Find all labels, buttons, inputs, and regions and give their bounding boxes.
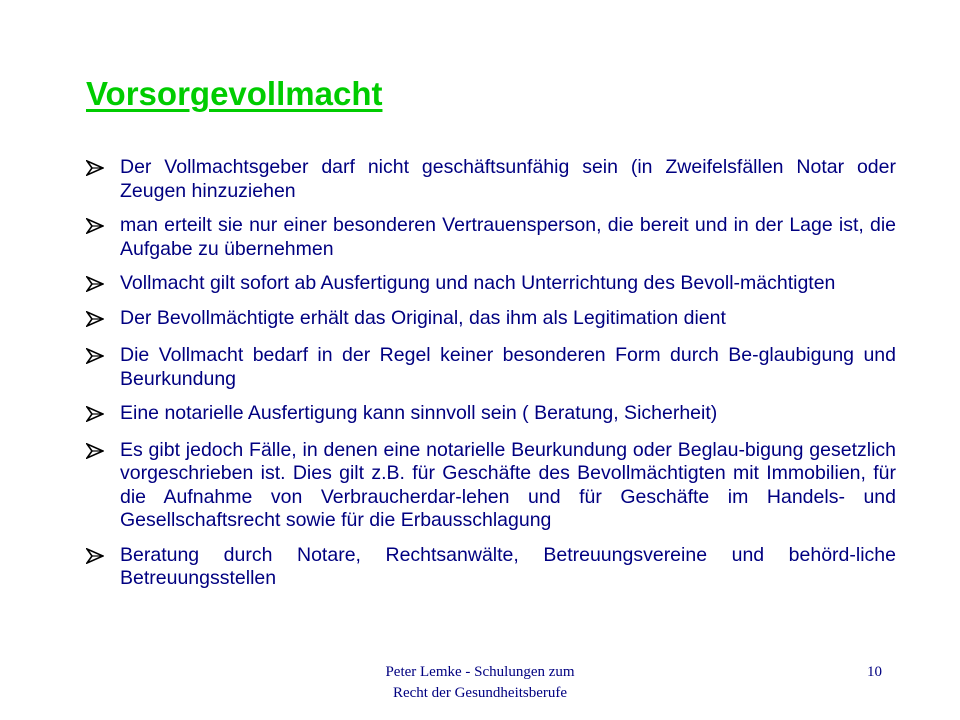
bullet-item: [86, 344, 896, 391]
footer-line-2: Recht der Gesundheitsberufe: [392, 685, 568, 701]
arrow-right-icon: [86, 348, 104, 364]
bullet-text: Es gibt jedoch Fälle, in denen eine notarielle Beurkundung oder Beglau-bigung gesetzlich vorgeschrieben ist. Dies gilt z.B. für Geschäfte des Bevollmächtigten mit Immobilien, für die Aufnahme von Verbraucherdar-lehen und für Geschäfte im Handels- und Gesellschaftsrecht sowie für die Erbausschlagung: [120, 438, 896, 531]
arrow-right-icon: [86, 311, 104, 327]
slide-title: Vorsorgevollmacht: [86, 75, 383, 112]
arrow-right-icon: [86, 443, 104, 459]
arrow-right-icon: [86, 218, 104, 234]
bullet-text: Vollmacht gilt sofort ab Ausfertigung und nach Unterrichtung des Bevoll-mächtigten: [120, 272, 836, 294]
bullet-text: Der Vollmachtsgeber darf nicht geschäftsunfähig sein (in Zweifelsfällen Notar oder Zeugen hinzuziehen: [120, 156, 896, 202]
bullet-text: Der Bevollmächtigte erhält das Original, das ihm als Legitimation dient: [120, 306, 726, 329]
bullet-text: Beratung durch Notare, Rechtsanwälte, Betreuungsvereine und behörd-liche Betreuungsstellen: [120, 543, 896, 589]
bullet-item: [86, 439, 896, 533]
footer-line-1: Peter Lemke - Schulungen zum: [385, 664, 575, 680]
bullet-item: [86, 307, 896, 331]
bullet-item: [86, 214, 896, 261]
bullet-item: [86, 402, 896, 426]
bullet-item: [86, 272, 896, 296]
bullet-text: Eine notarielle Ausfertigung kann sinnvoll sein ( Beratung, Sicherheit): [120, 402, 718, 424]
bullet-list: [86, 156, 896, 602]
bullet-text: Die Vollmacht bedarf in der Regel keiner besonderen Form durch Be-glaubigung und Beurkundung: [120, 344, 896, 390]
arrow-right-icon: [86, 276, 104, 292]
page-number: 10: [867, 664, 882, 680]
bullet-item: [86, 156, 896, 203]
arrow-right-icon: [86, 548, 104, 564]
footer-text: [300, 662, 660, 704]
bullet-text: man erteilt sie nur einer besonderen Vertrauensperson, die bereit und in der Lage ist, die Aufgabe zu übernehmen: [120, 214, 896, 260]
bullet-item: [86, 544, 896, 591]
arrow-right-icon: [86, 406, 104, 422]
arrow-right-icon: [86, 160, 104, 176]
